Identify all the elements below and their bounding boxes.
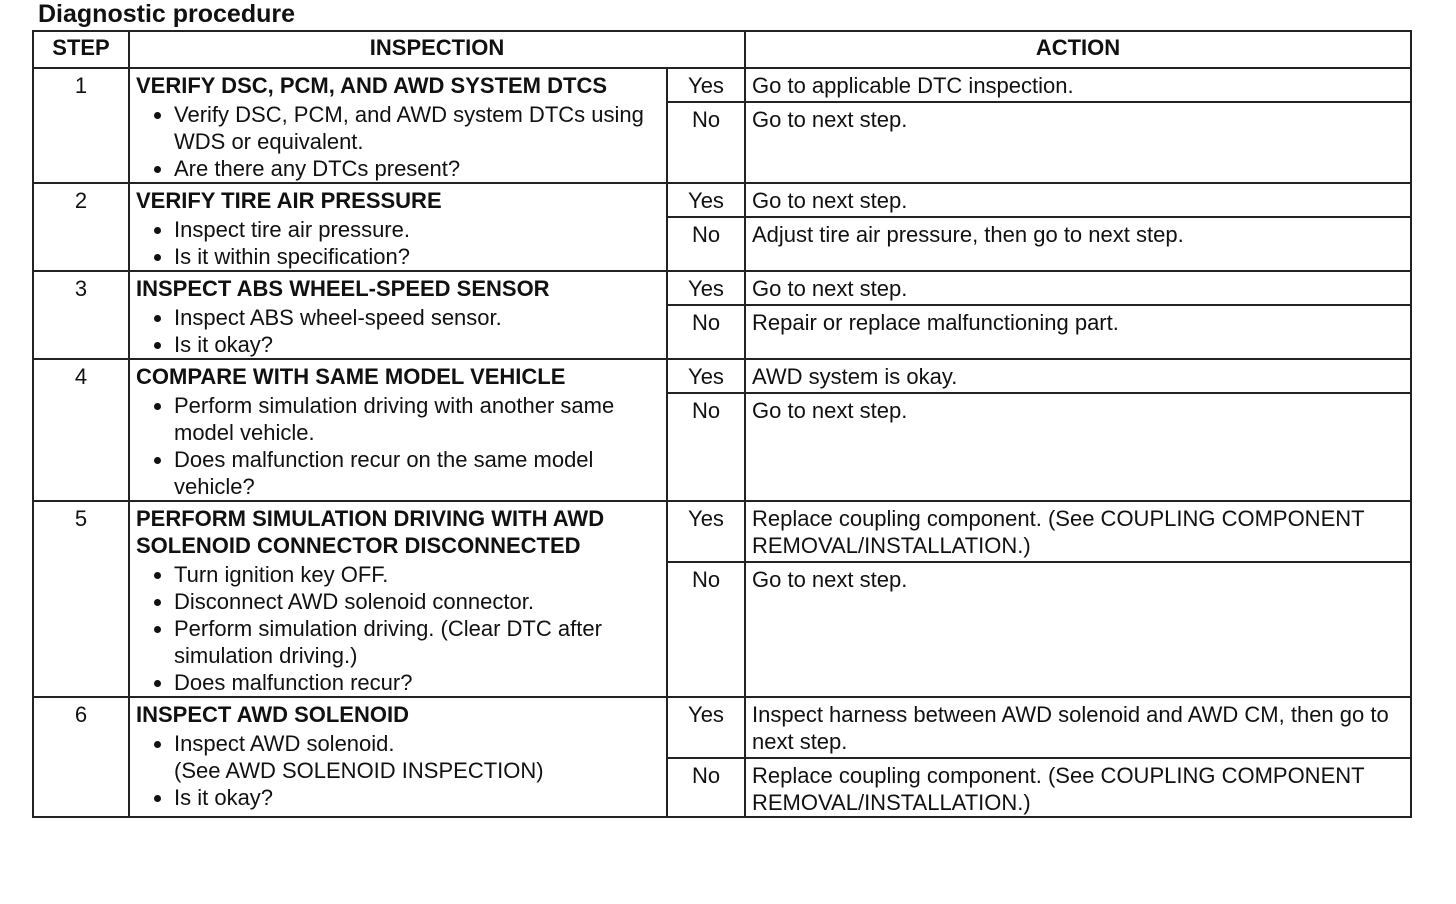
bullet-item: • Inspect tire air pressure. (174, 216, 660, 243)
bullet-item: • Does malfunction recur on the same model vehicle? (174, 446, 660, 500)
bullet-subtext: (See AWD SOLENOID INSPECTION) (174, 758, 544, 783)
bullet-item: • Perform simulation driving with another same model vehicle. (174, 392, 660, 446)
table-row (33, 68, 1411, 102)
no-action: Repair or replace malfunctioning part. (745, 305, 1411, 359)
yes-action: AWD system is okay. (745, 359, 1411, 393)
header-row (33, 31, 1411, 68)
inspection-heading: INSPECT AWD SOLENOID (136, 702, 409, 727)
yes-label: Yes (667, 183, 745, 217)
yes-label: Yes (667, 697, 745, 758)
no-label: No (667, 562, 745, 697)
no-label: No (667, 217, 745, 271)
table-row (33, 697, 1411, 758)
step-number: 2 (33, 183, 129, 271)
inspection-cell (129, 183, 667, 271)
bullet-item: • Inspect ABS wheel-speed sensor. (174, 304, 660, 331)
page-title: Diagnostic procedure (38, 0, 295, 28)
step-number: 6 (33, 697, 129, 817)
yes-action: Replace coupling component. (See COUPLING COMPONENT REMOVAL/INSTALLATION.) (745, 501, 1411, 562)
step-number: 1 (33, 68, 129, 183)
inspection-bullets (136, 561, 660, 696)
yes-action: Go to applicable DTC inspection. (745, 68, 1411, 102)
table-row (33, 359, 1411, 393)
yes-action: Go to next step. (745, 271, 1411, 305)
inspection-bullets (136, 730, 660, 811)
no-label: No (667, 305, 745, 359)
inspection-heading: VERIFY TIRE AIR PRESSURE (136, 188, 442, 213)
table-row (33, 501, 1411, 562)
inspection-header: INSPECTION (129, 31, 745, 68)
inspection-heading: PERFORM SIMULATION DRIVING WITH AWD SOLENOID CONNECTOR DISCONNECTED (136, 506, 605, 558)
inspection-bullets (136, 304, 660, 358)
inspection-cell (129, 501, 667, 697)
no-label: No (667, 102, 745, 183)
step-number: 5 (33, 501, 129, 697)
inspection-cell (129, 697, 667, 817)
bullet-item: • Verify DSC, PCM, and AWD system DTCs using WDS or equivalent. (174, 101, 660, 155)
inspection-cell (129, 68, 667, 183)
no-label: No (667, 393, 745, 501)
yes-action: Inspect harness between AWD solenoid and AWD CM, then go to next step. (745, 697, 1411, 758)
bullet-text: Inspect AWD solenoid. (174, 731, 395, 756)
yes-label: Yes (667, 359, 745, 393)
bullet-item: • Turn ignition key OFF. (174, 561, 660, 588)
no-action: Go to next step. (745, 102, 1411, 183)
inspection-bullets (136, 392, 660, 500)
no-action: Adjust tire air pressure, then go to next step. (745, 217, 1411, 271)
inspection-heading: INSPECT ABS WHEEL-SPEED SENSOR (136, 276, 550, 301)
step-header: STEP (33, 31, 129, 68)
yes-action: Go to next step. (745, 183, 1411, 217)
diagnostic-table (32, 30, 1412, 818)
bullet-item: • Is it okay? (174, 784, 660, 811)
bullet-item: • Is it okay? (174, 331, 660, 358)
inspection-cell (129, 271, 667, 359)
bullet-item: • Does malfunction recur? (174, 669, 660, 696)
step-number: 3 (33, 271, 129, 359)
no-action: Replace coupling component. (See COUPLING COMPONENT REMOVAL/INSTALLATION.) (745, 758, 1411, 817)
action-header: ACTION (745, 31, 1411, 68)
inspection-bullets (136, 101, 660, 182)
no-label: No (667, 758, 745, 817)
no-action: Go to next step. (745, 562, 1411, 697)
yes-label: Yes (667, 68, 745, 102)
inspection-heading: VERIFY DSC, PCM, AND AWD SYSTEM DTCS (136, 73, 608, 98)
yes-label: Yes (667, 501, 745, 562)
table-row (33, 271, 1411, 305)
table-row (33, 183, 1411, 217)
step-number: 4 (33, 359, 129, 501)
bullet-item: • Perform simulation driving. (Clear DTC after simulation driving.) (174, 615, 660, 669)
bullet-item: • Is it within specification? (174, 243, 660, 270)
no-action: Go to next step. (745, 393, 1411, 501)
yes-label: Yes (667, 271, 745, 305)
inspection-heading: COMPARE WITH SAME MODEL VEHICLE (136, 364, 566, 389)
bullet-item (174, 730, 660, 784)
bullet-item: • Are there any DTCs present? (174, 155, 660, 182)
inspection-cell (129, 359, 667, 501)
bullet-item: • Disconnect AWD solenoid connector. (174, 588, 660, 615)
inspection-bullets (136, 216, 660, 270)
